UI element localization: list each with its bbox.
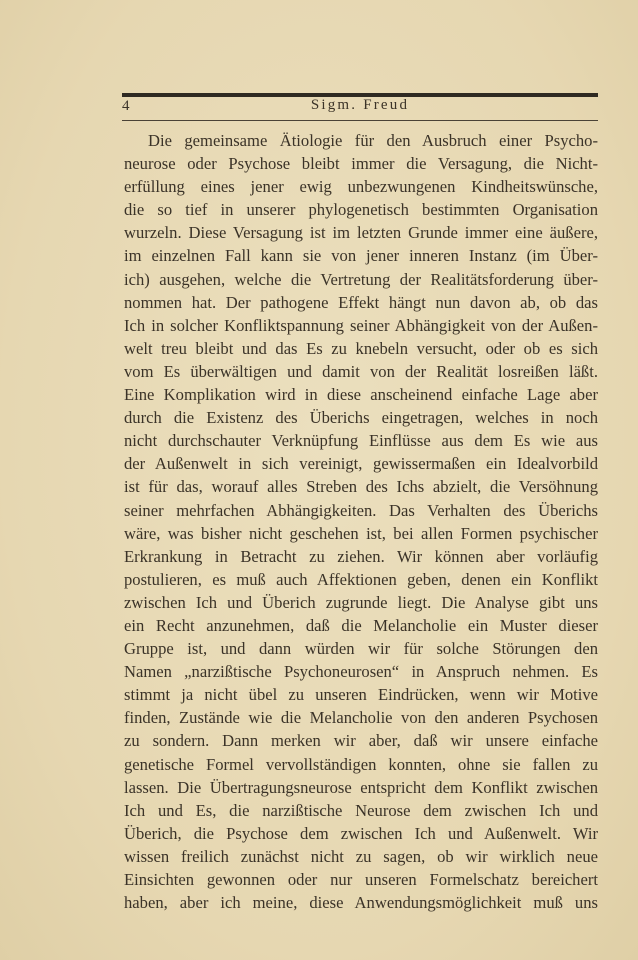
text-line: neurose oder Psychose bleibt immer die Versagung, die Nicht- [124,154,598,174]
text-line: ein Recht anzunehmen, daß die Melancholie ein Muster dieser [124,615,598,635]
text-line: Einsichten gewonnen oder nur unseren Formelschatz bereichert [124,870,598,889]
text-line: zwischen Ich und Überich zugrunde liegt. Die Analyse gibt uns [124,592,598,612]
text-line: seiner mehrfachen Abhängigkeiten. Das Verhalten des Überichs [124,500,598,520]
running-title: Sigm. Freud [310,97,410,113]
text-line: die so tief in unserer phylogenetisch bestimmten Organisation [124,200,598,220]
text-line: nommen hat. Der pathogene Effekt hängt nun davon ab, ob das [124,292,598,312]
text-line: Namen „narzißtische Psychoneurosen“ in Anspruch nehmen. Es [124,662,598,682]
text-line: stimmt ja nicht übel zu unseren Eindrücken, wenn wir Motive [124,685,598,705]
text-line: erfüllung eines jener ewig unbezwungenen Kindheitswünsche, [124,177,598,197]
text-line: ist für das, worauf alles Streben des Ichs abzielt, die Versöhnung [124,477,598,497]
text-line: postulieren, es muß auch Affektionen geben, denen ein Konflikt [124,569,598,589]
text-line: finden, Zustände wie die Melancholie von den anderen Psychosen [124,708,598,728]
text-line: Überich, die Psychose dem zwischen Ich und Außenwelt. Wir [124,823,598,843]
header-rule-thin [122,120,598,121]
text-line: lassen. Die Übertragungsneurose entspricht dem Konflikt zwischen [124,777,598,797]
text-line: Ich in solcher Konfliktspannung seiner Abhängigkeit von der Außen- [124,315,598,335]
text-line: Gruppe ist, und dann würden wir für solche Störungen den [124,639,598,659]
text-line: Erkrankung in Betracht zu ziehen. Wir können aber vorläufig [124,546,598,566]
text-line: ich) ausgehen, welche die Vertretung der Realitätsforderung über- [124,269,598,289]
text-line: nicht durchschauter Verknüpfung Einflüsse aus dem Es wie aus [124,431,598,451]
body-text [124,129,598,914]
text-line: vom Es überwältigen und damit von der Realität losreißen läßt. [124,361,598,381]
text-line: Eine Komplikation wird in diese anscheinend einfache Lage aber [124,385,598,405]
text-line: wäre, was bisher nicht geschehen ist, bei allen Formen psychischer [124,523,598,543]
text-line: der Außenwelt in sich vereinigt, gewissermaßen ein Idealvorbild [124,454,598,474]
text-line: genetische Formel vervollständigen konnten, ohne sie fallen zu [124,754,598,774]
text-line: wissen freilich zunächst nicht zu sagen, ob wir wirklich neue [124,846,598,866]
text-line: durch die Existenz des Überichs eingetragen, welches in noch [124,408,598,428]
text-line: zu sondern. Dann merken wir aber, daß wir unsere einfache [124,731,598,751]
page-number: 4 [122,98,130,114]
text-line: haben, aber ich meine, diese Anwendungsmöglichkeit muß uns [124,893,598,913]
text-line: im einzelnen Fall kann sie von jener inneren Instanz (im Über- [124,246,598,266]
text-line: wurzeln. Diese Versagung ist im letzten Grunde immer eine äußere, [124,223,598,243]
text-line: Die gemeinsame Ätiologie für den Ausbruch einer Psycho- [148,131,598,150]
text-line: welt treu bleibt und das Es zu knebeln versucht, oder ob es sich [124,338,598,358]
text-line: Ich und Es, die narzißtische Neurose dem zwischen Ich und [124,800,598,820]
